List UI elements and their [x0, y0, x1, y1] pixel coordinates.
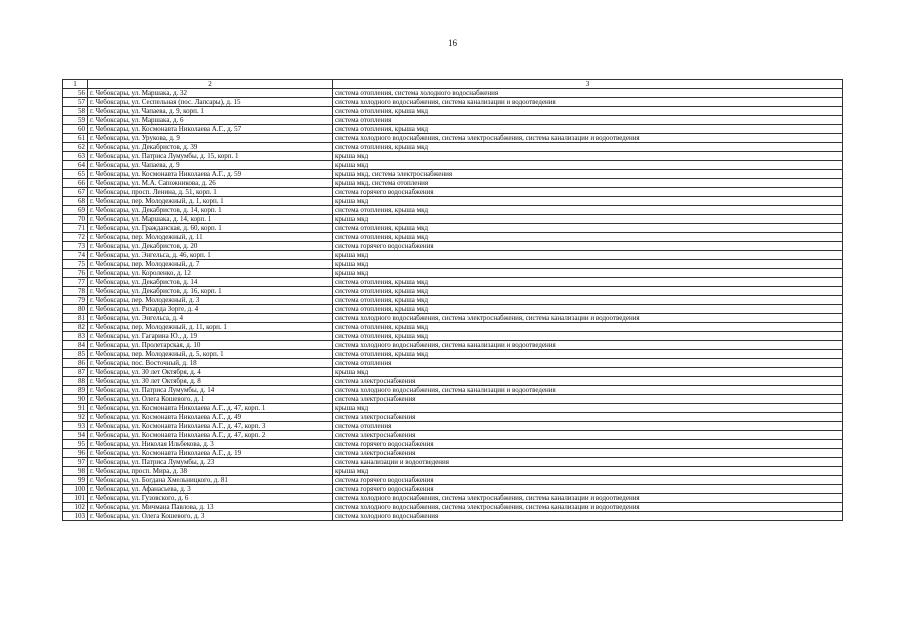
row-number: 81 [63, 314, 88, 323]
row-address: г. Чебоксары, ул. Космонавта Николаева А.Г., д. 47, корп. 1 [88, 404, 333, 413]
table-row [63, 449, 843, 458]
table-row [63, 89, 843, 98]
row-works: крыша мкд, система отопления [333, 179, 843, 188]
table-body [63, 80, 843, 521]
row-address: г. Чебоксары, ул. Урукова, д. 9 [88, 134, 333, 143]
row-number: 72 [63, 233, 88, 242]
table-row [63, 179, 843, 188]
row-address: г. Чебоксары, ул. Олега Кошевого, д. 3 [88, 512, 333, 521]
row-works: система электроснабжения [333, 449, 843, 458]
row-works: система отопления [333, 359, 843, 368]
row-number: 103 [63, 512, 88, 521]
row-address: г. Чебоксары, ул. Богдана Хмельницкого, д. 81 [88, 476, 333, 485]
table-row [63, 278, 843, 287]
row-address: г. Чебоксары, ул. Космонавта Николаева А.Г., д. 57 [88, 125, 333, 134]
table-row [63, 170, 843, 179]
table-row [63, 107, 843, 116]
row-works: система холодного водоснабжения, система канализации и водоотведения [333, 98, 843, 107]
row-number: 63 [63, 152, 88, 161]
row-address: г. Чебоксары, ул. Декабристов, д. 39 [88, 143, 333, 152]
table-row [63, 467, 843, 476]
table-row [63, 476, 843, 485]
row-works: система отопления, крыша мкд [333, 332, 843, 341]
row-works: крыша мкд [333, 152, 843, 161]
table-row [63, 296, 843, 305]
table-row [63, 458, 843, 467]
row-number: 60 [63, 125, 88, 134]
row-works: крыша мкд [333, 161, 843, 170]
row-works: система горячего водоснабжения [333, 476, 843, 485]
row-works: система отопления, крыша мкд [333, 233, 843, 242]
row-works: система холодного водоснабжения [333, 512, 843, 521]
table-row [63, 233, 843, 242]
column-header-works: 3 [333, 80, 843, 89]
row-number: 95 [63, 440, 88, 449]
row-address: г. Чебоксары, ул. Короленко, д. 12 [88, 269, 333, 278]
row-address: г. Чебоксары, ул. 30 лет Октября, д. 8 [88, 377, 333, 386]
row-works: система холодного водоснабжения, система канализации и водоотведения [333, 341, 843, 350]
row-address: г. Чебоксары, пер. Молодежный, д. 3 [88, 296, 333, 305]
column-header-address: 2 [88, 80, 333, 89]
row-works: система отопления, крыша мкд [333, 125, 843, 134]
table-row [63, 341, 843, 350]
row-works: система отопления, крыша мкд [333, 287, 843, 296]
row-number: 101 [63, 494, 88, 503]
row-number: 66 [63, 179, 88, 188]
row-works: система холодного водоснабжения, система электроснабжения, система канализации и водоотведения [333, 134, 843, 143]
row-number: 92 [63, 413, 88, 422]
row-address: г. Чебоксары, ул. Декабристов, д. 16, корп. 1 [88, 287, 333, 296]
row-address: г. Чебоксары, ул. Чапаева, д. 9 [88, 161, 333, 170]
row-number: 68 [63, 197, 88, 206]
row-number: 99 [63, 476, 88, 485]
row-address: г. Чебоксары, ул. Космонавта Николаева А.Г., д. 19 [88, 449, 333, 458]
works-table [62, 79, 843, 521]
row-address: г. Чебоксары, пер. Молодежный, д. 11 [88, 233, 333, 242]
row-address: г. Чебоксары, ул. Николая Ильбекова, д. 3 [88, 440, 333, 449]
row-number: 74 [63, 251, 88, 260]
row-address: г. Чебоксары, ул. Патриса Лумумбы, д. 15, корп. 1 [88, 152, 333, 161]
row-number: 80 [63, 305, 88, 314]
table-row [63, 125, 843, 134]
row-address: г. Чебоксары, ул. Декабристов, д. 20 [88, 242, 333, 251]
row-address: г. Чебоксары, пер. Молодежный, д. 5, корп. 1 [88, 350, 333, 359]
row-number: 91 [63, 404, 88, 413]
row-number: 69 [63, 206, 88, 215]
table-row [63, 323, 843, 332]
row-number: 88 [63, 377, 88, 386]
table-row [63, 512, 843, 521]
row-works: крыша мкд [333, 260, 843, 269]
row-address: г. Чебоксары, ул. Космонавта Николаева А.Г., д. 49 [88, 413, 333, 422]
row-works: система отопления, крыша мкд [333, 224, 843, 233]
row-address: г. Чебоксары, ул. Патриса Лумумбы, д. 23 [88, 458, 333, 467]
row-address: г. Чебоксары, ул. Гагарина Ю., д. 19 [88, 332, 333, 341]
row-number: 73 [63, 242, 88, 251]
row-works: крыша мкд [333, 197, 843, 206]
table-row [63, 485, 843, 494]
row-address: г. Чебоксары, ул. Сеспельная (пос. Лапсары), д. 15 [88, 98, 333, 107]
row-address: г. Чебоксары, ул. Чапаева, д. 9, корп. 1 [88, 107, 333, 116]
row-works: система отопления, крыша мкд [333, 350, 843, 359]
row-address: г. Чебоксары, просп. Ленина, д. 51, корп. 1 [88, 188, 333, 197]
row-works: крыша мкд [333, 215, 843, 224]
table-row [63, 116, 843, 125]
row-works: крыша мкд, система электроснабжения [333, 170, 843, 179]
table-row [63, 134, 843, 143]
column-header-number: 1 [63, 80, 88, 89]
row-number: 78 [63, 287, 88, 296]
row-number: 87 [63, 368, 88, 377]
row-address: г. Чебоксары, ул. Рихарда Зорге, д. 4 [88, 305, 333, 314]
row-works: система электроснабжения [333, 395, 843, 404]
table-row [63, 332, 843, 341]
table-row [63, 440, 843, 449]
row-works: система отопления, крыша мкд [333, 305, 843, 314]
row-address: г. Чебоксары, ул. Афанасьева, д. 3 [88, 485, 333, 494]
table-row [63, 431, 843, 440]
row-number: 85 [63, 350, 88, 359]
table-row [63, 404, 843, 413]
row-address: г. Чебоксары, ул. Энгельса, д. 4 [88, 314, 333, 323]
table-row [63, 422, 843, 431]
row-number: 96 [63, 449, 88, 458]
row-number: 65 [63, 170, 88, 179]
table-row [63, 98, 843, 107]
row-number: 62 [63, 143, 88, 152]
row-address: г. Чебоксары, ул. Космонавта Николаева А.Г., д. 59 [88, 170, 333, 179]
row-address: г. Чебоксары, ул. Маршака, д. 32 [88, 89, 333, 98]
row-number: 64 [63, 161, 88, 170]
table-row [63, 386, 843, 395]
row-address: г. Чебоксары, ул. Энгельса, д. 46, корп. 1 [88, 251, 333, 260]
row-works: система холодного водоснабжения, система электроснабжения, система канализации и водоотведения [333, 503, 843, 512]
row-address: г. Чебоксары, просп. Мира, д. 38 [88, 467, 333, 476]
row-address: г. Чебоксары, ул. Космонавта Николаева А.Г., д. 47, корп. 3 [88, 422, 333, 431]
row-number: 100 [63, 485, 88, 494]
row-number: 83 [63, 332, 88, 341]
row-number: 84 [63, 341, 88, 350]
table-row [63, 188, 843, 197]
row-address: г. Чебоксары, ул. 30 лет Октября, д. 4 [88, 368, 333, 377]
row-address: г. Чебоксары, ул. Пролетарская, д. 10 [88, 341, 333, 350]
table-row [63, 143, 843, 152]
row-number: 56 [63, 89, 88, 98]
table-row [63, 368, 843, 377]
row-address: г. Чебоксары, пос. Восточный, д. 18 [88, 359, 333, 368]
row-works: система отопления, крыша мкд [333, 206, 843, 215]
row-number: 94 [63, 431, 88, 440]
table-row [63, 503, 843, 512]
table-row [63, 269, 843, 278]
row-number: 57 [63, 98, 88, 107]
row-works: система холодного водоснабжения, система канализации и водоотведения [333, 386, 843, 395]
table-row [63, 413, 843, 422]
row-address: г. Чебоксары, ул. Декабристов, д. 14 [88, 278, 333, 287]
row-works: система горячего водоснабжения [333, 440, 843, 449]
row-works: система горячего водоснабжения [333, 242, 843, 251]
row-address: г. Чебоксары, ул. Декабристов, д. 14, корп. 1 [88, 206, 333, 215]
row-works: система горячего водоснабжения [333, 485, 843, 494]
row-number: 97 [63, 458, 88, 467]
table-row [63, 287, 843, 296]
row-address: г. Чебоксары, ул. Космонавта Николаева А.Г., д. 47, корп. 2 [88, 431, 333, 440]
table-row [63, 224, 843, 233]
row-works: система отопления, крыша мкд [333, 323, 843, 332]
row-number: 90 [63, 395, 88, 404]
row-address: г. Чебоксары, ул. Маршака, д. 14, корп. 1 [88, 215, 333, 224]
row-works: система отопления, крыша мкд [333, 278, 843, 287]
row-number: 93 [63, 422, 88, 431]
row-number: 89 [63, 386, 88, 395]
row-works: система электроснабжения [333, 431, 843, 440]
row-address: г. Чебоксары, ул. Гузовского, д. 6 [88, 494, 333, 503]
row-address: г. Чебоксары, ул. Патриса Лумумбы, д. 14 [88, 386, 333, 395]
row-works: крыша мкд [333, 467, 843, 476]
row-number: 77 [63, 278, 88, 287]
table-row [63, 251, 843, 260]
row-works: система канализации и водоотведения [333, 458, 843, 467]
row-address: г. Чебоксары, пер. Молодежный, д. 1, корп. 1 [88, 197, 333, 206]
row-number: 82 [63, 323, 88, 332]
table-row [63, 206, 843, 215]
row-number: 98 [63, 467, 88, 476]
row-address: г. Чебоксары, ул. Мичмана Павлова, д. 13 [88, 503, 333, 512]
row-number: 86 [63, 359, 88, 368]
row-number: 71 [63, 224, 88, 233]
table-row [63, 215, 843, 224]
table-row [63, 377, 843, 386]
table-row [63, 395, 843, 404]
row-works: система холодного водоснабжения, система электроснабжения, система канализации и водоотведения [333, 314, 843, 323]
row-address: г. Чебоксары, ул. Олега Кошевого, д. 1 [88, 395, 333, 404]
row-works: система электроснабжения [333, 413, 843, 422]
table-row [63, 314, 843, 323]
table-row [63, 242, 843, 251]
row-number: 70 [63, 215, 88, 224]
row-address: г. Чебоксары, ул. Гражданская, д. 60, корп. 1 [88, 224, 333, 233]
table-row [63, 161, 843, 170]
row-address: г. Чебоксары, ул. М.А. Сапожникова, д. 26 [88, 179, 333, 188]
row-works: система отопления, крыша мкд [333, 143, 843, 152]
row-number: 61 [63, 134, 88, 143]
row-number: 67 [63, 188, 88, 197]
table-header-row [63, 80, 843, 89]
table-row [63, 197, 843, 206]
table-row [63, 305, 843, 314]
row-address: г. Чебоксары, ул. Маршака, д. 6 [88, 116, 333, 125]
row-address: г. Чебоксары, пер. Молодежный, д. 7 [88, 260, 333, 269]
row-works: система отопления, система холодного водоснабжения [333, 89, 843, 98]
row-works: система отопления, крыша мкд [333, 107, 843, 116]
table-row [63, 152, 843, 161]
row-address: г. Чебоксары, пер. Молодежный, д. 11, корп. 1 [88, 323, 333, 332]
row-number: 79 [63, 296, 88, 305]
page-number: 16 [448, 38, 457, 48]
row-works: система горячего водоснабжения [333, 188, 843, 197]
table-row [63, 359, 843, 368]
row-works: система отопления [333, 116, 843, 125]
table-row [63, 494, 843, 503]
row-number: 58 [63, 107, 88, 116]
row-works: крыша мкд [333, 368, 843, 377]
row-works: крыша мкд [333, 404, 843, 413]
row-number: 59 [63, 116, 88, 125]
row-number: 102 [63, 503, 88, 512]
row-works: система отопления [333, 422, 843, 431]
row-number: 75 [63, 260, 88, 269]
row-works: крыша мкд [333, 251, 843, 260]
row-works: система отопления, крыша мкд [333, 296, 843, 305]
row-works: крыша мкд [333, 269, 843, 278]
row-number: 76 [63, 269, 88, 278]
row-works: система электроснабжения [333, 377, 843, 386]
row-works: система холодного водоснабжения, система электроснабжения, система канализации и водоотведения [333, 494, 843, 503]
table-row [63, 350, 843, 359]
table-row [63, 260, 843, 269]
